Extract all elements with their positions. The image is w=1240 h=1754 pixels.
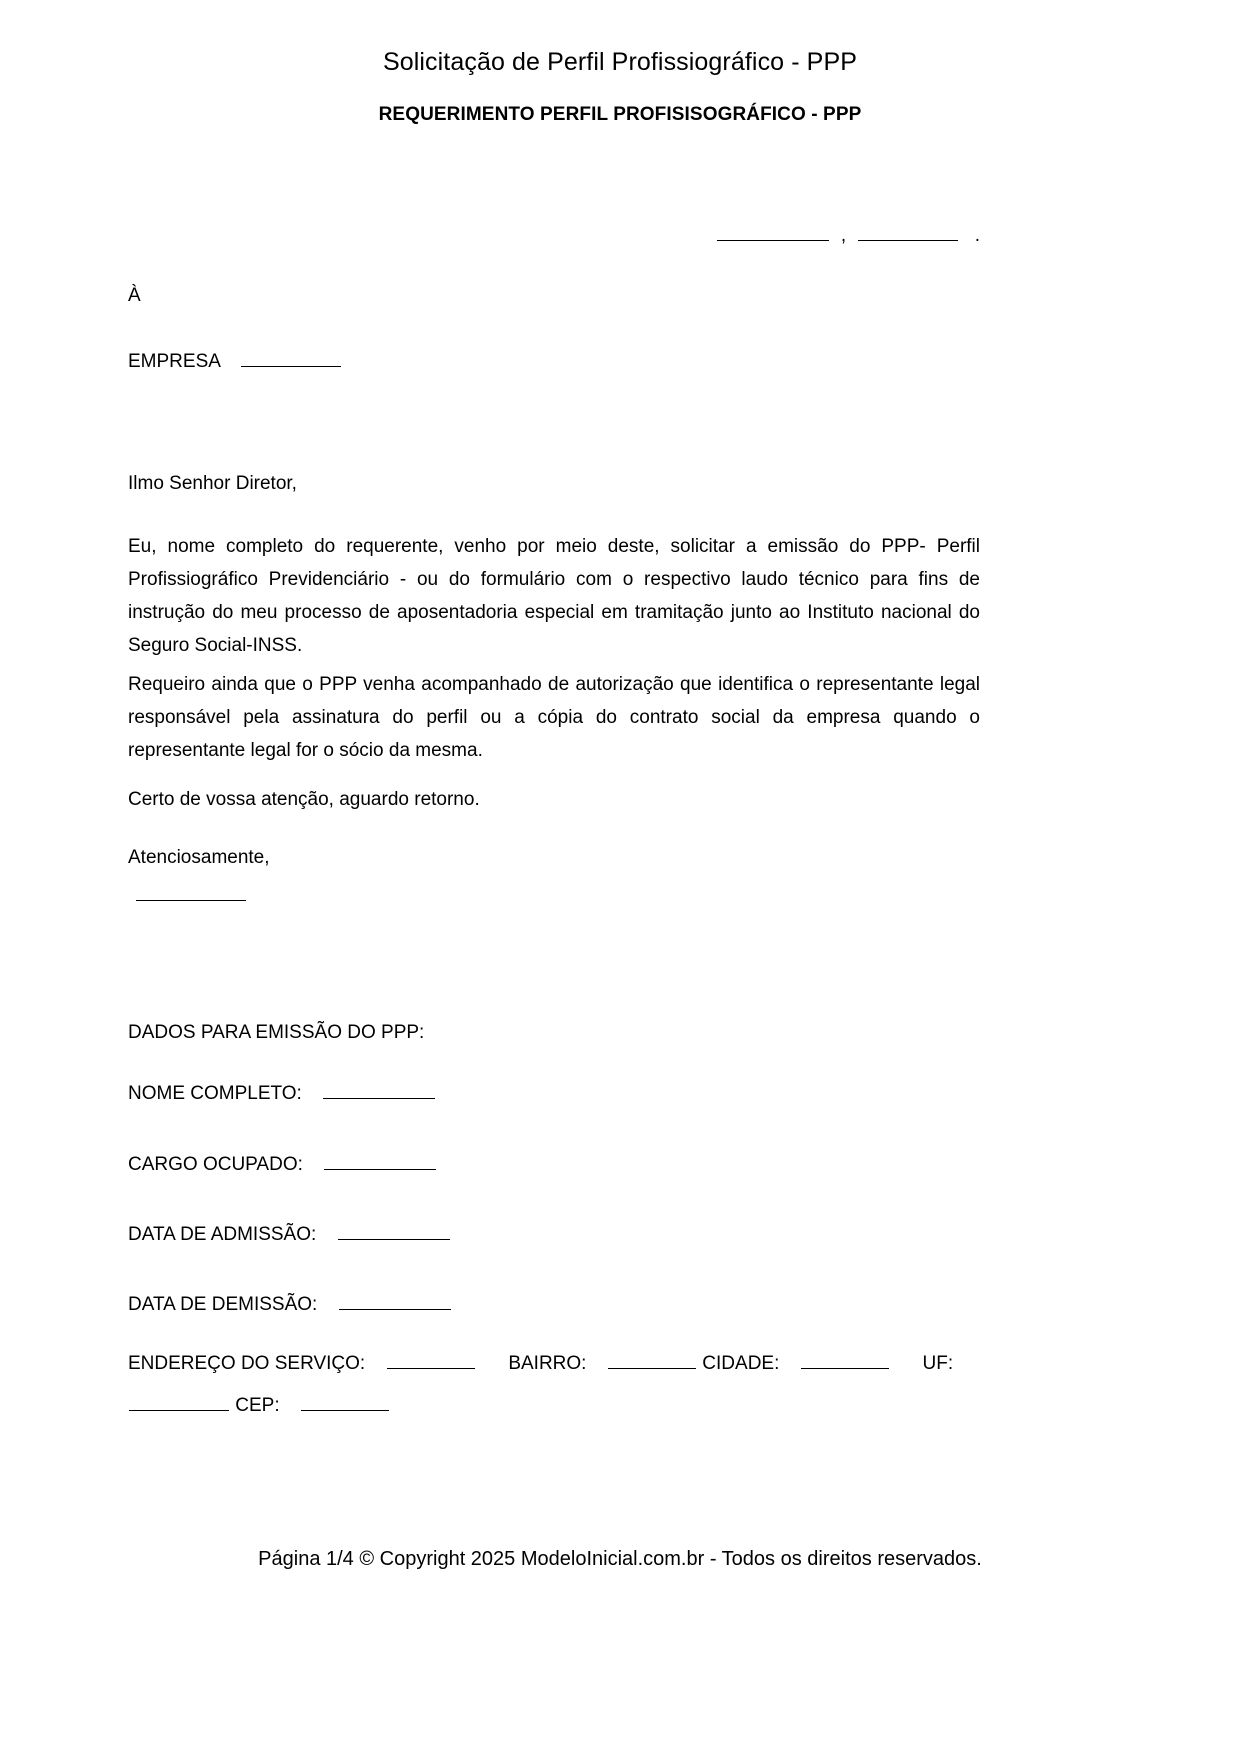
field-blank-nome-completo[interactable] [323, 1080, 435, 1099]
field-blank-data-admissao[interactable] [338, 1221, 450, 1240]
document-subtitle: REQUERIMENTO PERFIL PROFISISOGRÁFICO - PPP [378, 104, 862, 125]
field-blank-bairro[interactable] [608, 1350, 696, 1369]
date-place-line [128, 222, 980, 251]
field-row-data-admissao [128, 1221, 451, 1246]
empresa-blank-field[interactable] [241, 348, 341, 367]
field-label-cidade: CIDADE: [702, 1353, 780, 1375]
address-row-secondary [128, 1392, 980, 1417]
field-label-data-demissao: DATA DE DEMISSÃO: [128, 1294, 318, 1316]
closing-line-2: Atenciosamente, [128, 847, 270, 868]
field-blank-cep[interactable] [301, 1392, 389, 1411]
field-label-bairro: BAIRRO: [508, 1353, 587, 1375]
place-blank-field[interactable] [717, 222, 829, 241]
date-blank-field[interactable] [858, 222, 958, 241]
salutation-text: Ilmo Senhor Diretor, [128, 473, 297, 494]
addressee-marker: À [128, 285, 141, 306]
address-row-primary [128, 1350, 980, 1375]
body-paragraph-1: Eu, nome completo do requerente, venho por meio deste, solicitar a emissão do PPP- Perfil Profissiográfico Previdenciário - ou do formulário com o respectivo laudo técnico para fins de instrução do meu processo de aposentadoria especial em tramitação junto ao Instituto nacional do Seguro Social-INSS. [128, 536, 980, 656]
body-paragraph-2: Requeiro ainda que o PPP venha acompanhado de autorização que identifica o representante legal responsável pela assinatura do perfil ou a cópia do contrato social da empresa quando o representante legal for o sócio da mesma. [128, 674, 980, 761]
field-blank-cidade[interactable] [801, 1350, 889, 1369]
field-label-cargo-ocupado: CARGO OCUPADO: [128, 1154, 303, 1176]
field-label-data-admissao: DATA DE ADMISSÃO: [128, 1224, 317, 1246]
date-separator: , [840, 225, 847, 247]
field-label-endereco-servico: ENDEREÇO DO SERVIÇO: [128, 1353, 366, 1375]
page-footer: Página 1/4 © Copyright 2025 ModeloInicial.com.br - Todos os direitos reservados. [258, 1548, 982, 1570]
field-label-uf: UF: [922, 1353, 954, 1375]
empresa-label: EMPRESA [128, 351, 220, 373]
date-terminator: . [974, 225, 980, 247]
field-label-nome-completo: NOME COMPLETO: [128, 1083, 302, 1105]
document-title: Solicitação de Perfil Profissiográfico - PPP [382, 48, 858, 76]
signature-blank-line[interactable] [136, 900, 246, 901]
field-row-nome-completo [128, 1080, 436, 1105]
empresa-field-row [128, 348, 342, 373]
field-blank-endereco-servico[interactable] [387, 1350, 475, 1369]
field-blank-uf[interactable] [129, 1392, 229, 1411]
closing-line-1: Certo de vossa atenção, aguardo retorno. [128, 789, 480, 810]
field-row-cargo-ocupado [128, 1151, 437, 1176]
data-section-heading: DADOS PARA EMISSÃO DO PPP: [128, 1022, 425, 1043]
field-blank-cargo-ocupado[interactable] [324, 1151, 436, 1170]
field-label-cep: CEP: [235, 1395, 280, 1417]
field-blank-data-demissao[interactable] [339, 1291, 451, 1310]
field-row-data-demissao [128, 1291, 452, 1316]
